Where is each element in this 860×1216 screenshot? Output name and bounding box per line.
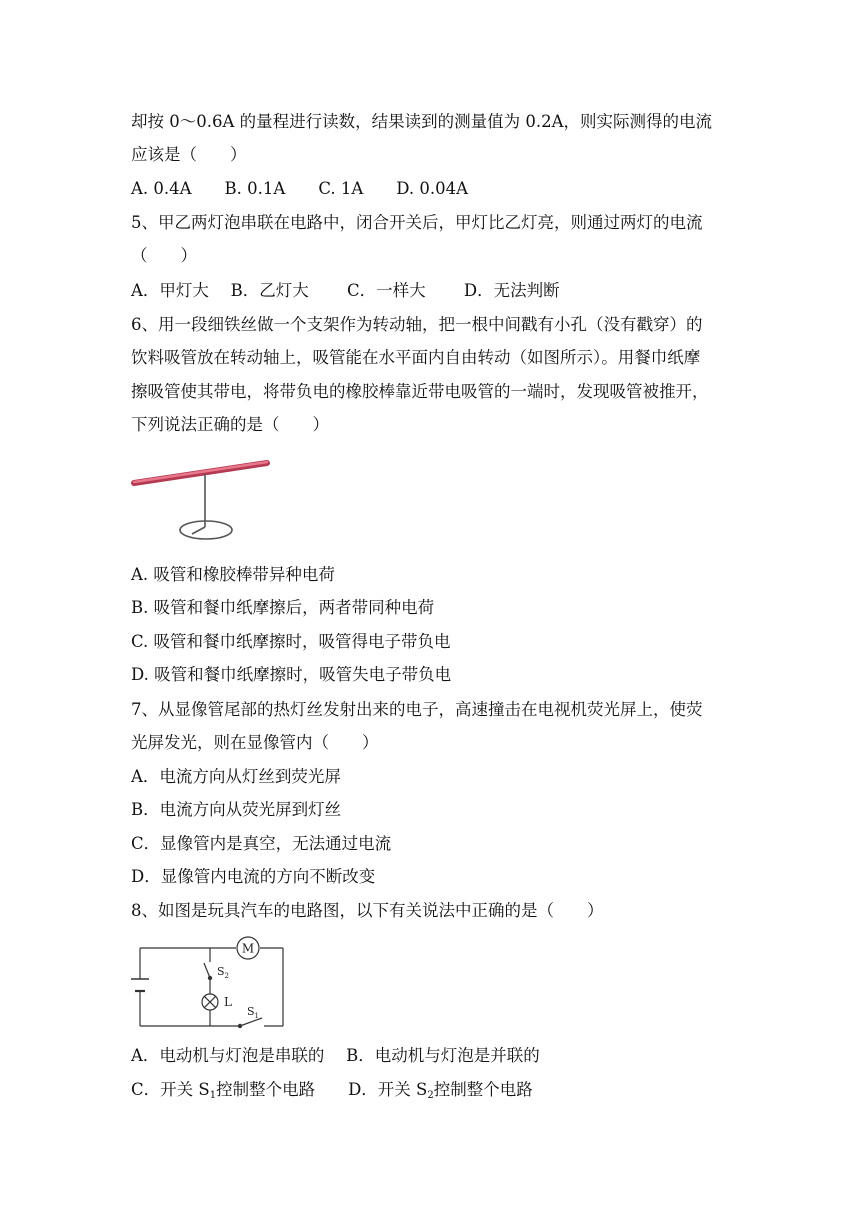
q6-option-b: B. 吸管和餐巾纸摩擦后，两者带同种电荷 (131, 598, 435, 617)
switch-s2-icon (204, 963, 212, 980)
q8-option-c-suffix: 控制整个电路 (216, 1080, 349, 1099)
lamp-icon (202, 994, 218, 1010)
motor-label: M (241, 941, 255, 956)
q6-stem-1: 6、用一段细铁丝做一个支架作为转动轴，把一根中间戳有小孔（没有戳穿）的 (131, 315, 703, 334)
line-1: 却按 0～0.6A 的量程进行读数，结果读到的测量值为 0.2A，则实际测得的电流 (131, 112, 713, 131)
q8-option-d-suffix: 控制整个电路 (433, 1080, 533, 1099)
q7-stem-2: 光屏发光，则在显像管内（ ） (131, 733, 379, 752)
q6-option-c: C. 吸管和餐巾纸摩擦时，吸管得电子带负电 (131, 632, 451, 651)
q8-options-ab: A．电动机与灯泡是串联的 B．电动机与灯泡是并联的 (131, 1046, 540, 1065)
q4-options: A. 0.4A B. 0.1A C. 1A D. 0.04A (131, 179, 469, 198)
lamp-label: L (224, 995, 232, 1009)
q6-option-a: A. 吸管和橡胶棒带异种电荷 (131, 565, 335, 584)
q8-option-c-prefix: C．开关 S (131, 1080, 210, 1099)
q7-stem-1: 7、从显像管尾部的热灯丝发射出来的电子，高速撞击在电视机荧光屏上，使荧 (131, 700, 703, 719)
stand-icon (180, 474, 232, 539)
q5-stem-2: （ ） (131, 246, 197, 265)
switch-s1-label: $S_1$ (247, 1005, 260, 1020)
straw-stand-figure (128, 455, 276, 545)
q7-option-b: B．电流方向从荧光屏到灯丝 (131, 800, 342, 819)
q6-stem-3: 擦吸管使其带电，将带负电的橡胶棒靠近带电吸管的一端时，发现吸管被推开， (131, 382, 709, 401)
s2-subscript: 2 (427, 1090, 434, 1101)
switch-s2-label: $S_2$ (217, 965, 230, 980)
straw-icon (134, 462, 267, 483)
q5-stem-1: 5、甲乙两灯泡串联在电路中，闭合开关后，甲灯比乙灯亮，则通过两灯的电流 (131, 213, 703, 232)
q6-stem-4: 下列说法正确的是（ ） (131, 415, 329, 434)
q8-stem: 8、如图是玩具汽车的电路图，以下有关说法中正确的是（ ） (131, 901, 604, 920)
s1-subscript: 1 (209, 1090, 217, 1101)
q6-option-d: D. 吸管和餐巾纸摩擦时，吸管失电子带负电 (131, 665, 452, 684)
q7-option-c: C．显像管内是真空，无法通过电流 (131, 834, 392, 853)
q5-options: A．甲灯大 B．乙灯大 C．一样大 D．无法判断 (131, 281, 560, 300)
q7-option-a: A．电流方向从灯丝到荧光屏 (131, 767, 341, 786)
q7-option-d: D．显像管内电流的方向不断改变 (131, 867, 376, 886)
q8-option-d-prefix: D．开关 S (348, 1080, 428, 1099)
line-2: 应该是（ ） (131, 145, 247, 164)
battery-icon (131, 979, 149, 991)
circuit-diagram (128, 936, 288, 1032)
q6-stem-2: 饮料吸管放在转动轴上，吸管能在水平面内自由转动（如图所示）。用餐巾纸摩 (131, 348, 701, 367)
q8-options-cd (131, 1080, 533, 1106)
